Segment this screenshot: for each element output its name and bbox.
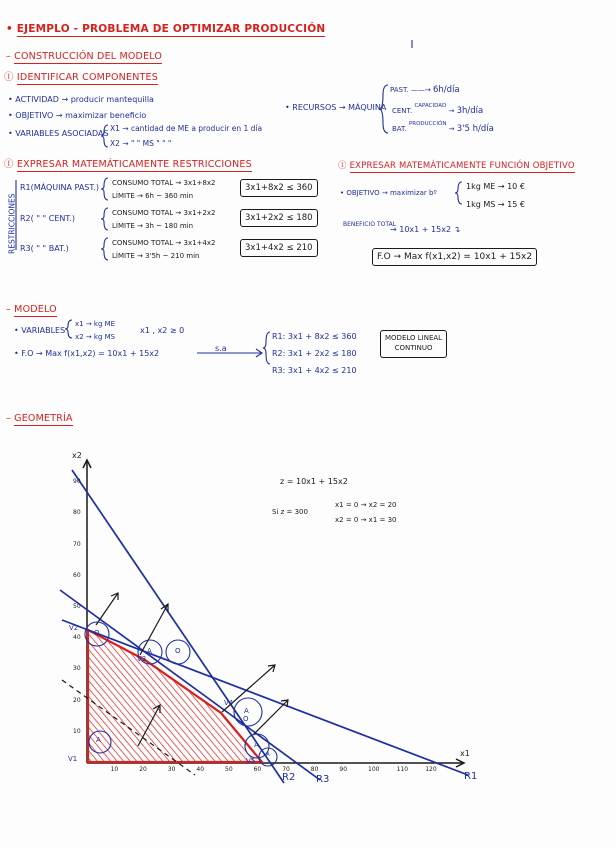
recursos-label: • RECURSOS → MÁQUINA: [285, 103, 387, 112]
subheading-funcion-objetivo: Ⓘ EXPRESAR MATEMÁTICAMENTE FUNCIÓN OBJETIVO: [338, 161, 575, 171]
x-tick-label: 70: [282, 766, 290, 773]
y-tick-label: 10: [73, 727, 81, 735]
x-tick-label: 20: [139, 766, 147, 773]
restriccion-1-limite: LÍMITE → 6h ~ 360 min: [112, 192, 194, 200]
vertex-label-v4: V4: [224, 699, 234, 707]
modelo-nonneg: x1 , x2 ≥ 0: [140, 326, 185, 335]
price-ms: 1kg MS → 15 €: [466, 200, 525, 209]
region-mark: A: [254, 741, 259, 749]
x-tick-label: 10: [110, 766, 119, 773]
modelo-r1: R1: 3x1 + 8x2 ≤ 360: [272, 332, 357, 341]
line-label-r3: R3: [316, 774, 330, 785]
modelo-sa: s.a: [215, 344, 227, 353]
region-mark: A: [266, 752, 270, 758]
z-300-a: x1 = 0 → x2 = 20: [335, 501, 397, 509]
y-tick-label: 40: [73, 634, 81, 642]
fo-objetivo-label: • OBJETIVO → maximizar bº: [340, 189, 437, 197]
y-tick-label: 50: [73, 603, 81, 610]
price-me: 1kg ME → 10 €: [466, 182, 525, 191]
modelo-var-2: x2 → kg MS: [75, 333, 116, 341]
region-mark: A: [96, 736, 101, 744]
x-tick-label: 110: [396, 766, 409, 773]
beneficio-value: → 10x1 + 15x2 ↴: [390, 225, 461, 234]
x-tick-label: 30: [167, 766, 176, 773]
modelo-tipo: MODELO LINEAL CONTINUO: [380, 330, 447, 358]
restriccion-1-label: R1(MÁQUINA PAST.): [20, 183, 99, 192]
restricciones-side-label: RESTRICCIONES: [7, 193, 17, 254]
x-tick-label: 60: [253, 766, 262, 773]
beneficio-label: BENEFICIO TOTAL: [343, 221, 397, 228]
recurso-past: PAST. ——→ 6h/día: [390, 85, 460, 95]
y-tick-label: 20: [73, 696, 81, 704]
modelo-r3: R3: 3x1 + 4x2 ≤ 210: [272, 366, 357, 375]
vertex-label-v5: V5: [246, 757, 256, 765]
recurso-cent: CENT. $^{CAPACIDAD}$ → 3h/día: [392, 103, 484, 116]
z-definition: z = 10x1 + 15x2: [280, 477, 348, 486]
subheading-identificar: Ⓘ IDENTIFICAR COMPONENTES: [4, 72, 158, 83]
z-300-label: Si z = 300: [272, 508, 308, 516]
restriccion-2-limite: LÍMITE → 3h ~ 180 min: [112, 222, 194, 230]
x-tick-label: 120: [425, 766, 437, 773]
actividad-line: • ACTIVIDAD → producir mantequilla: [8, 95, 154, 104]
x-tick-label: 80: [310, 766, 319, 773]
restriccion-3-consumo: CONSUMO TOTAL → 3x1+4x2: [112, 239, 216, 247]
modelo-r2: R2: 3x1 + 2x2 ≤ 180: [272, 349, 357, 358]
restriccion-2-result: 3x1+2x2 ≤ 180: [240, 209, 318, 227]
modelo-variables-label: • VARIABLES: [14, 326, 66, 335]
page-title: • EJEMPLO - PROBLEMA DE OPTIMIZAR PRODUCCIÓN: [6, 23, 326, 35]
region-mark: A: [244, 707, 249, 715]
variable-2: X2 → " " MS " " ": [110, 139, 172, 148]
vertex-label-v3: V3: [137, 655, 147, 663]
y-tick-label: 70: [73, 540, 81, 548]
restriccion-3-label: R3( " " BAT.): [20, 244, 69, 253]
region-mark: O: [94, 629, 100, 637]
section-heading-modelo: – MODELO: [6, 304, 57, 315]
x-tick-label: 100: [368, 766, 380, 773]
variable-1: X1 → cantidad de ME a producir en 1 día: [110, 124, 263, 133]
vertex-label-v1: V1: [68, 755, 78, 763]
y-tick-label: 90: [73, 478, 81, 486]
variables-label: • VARIABLES ASOCIADAS: [8, 129, 109, 138]
restriccion-1-consumo: CONSUMO TOTAL → 3x1+8x2: [112, 179, 216, 187]
z-300-b: x2 = 0 → x1 = 30: [335, 516, 397, 524]
region-mark: A: [147, 647, 152, 655]
vertex-label-v2: V2: [69, 624, 79, 632]
modelo-var-1: x1 → kg ME: [75, 320, 116, 328]
objetivo-line: • OBJETIVO → maximizar beneficio: [8, 111, 147, 120]
region-mark: O: [243, 715, 249, 723]
modelo-fo: • F.O → Max f(x1,x2) = 10x1 + 15x2: [14, 349, 160, 358]
x-tick-label: 50: [225, 766, 233, 773]
section-heading-construccion: – CONSTRUCCIÓN DEL MODELO: [6, 51, 163, 62]
line-label-r2: R2: [282, 772, 296, 783]
restriccion-2-consumo: CONSUMO TOTAL → 3x1+2x2: [112, 209, 216, 217]
x-tick-label: 40: [196, 766, 205, 773]
y-tick-label: 80: [73, 509, 81, 517]
x-axis-label: x1: [460, 749, 470, 758]
restriccion-2-label: R2( " " CENT.): [20, 214, 75, 223]
y-tick-label: 30: [73, 665, 81, 673]
restriccion-3-limite: LÍMITE → 3'5h ~ 210 min: [112, 252, 200, 260]
restriccion-1-result: 3x1+8x2 ≤ 360: [240, 179, 318, 197]
line-label-r1: R1: [464, 771, 478, 782]
x-tick-label: 90: [339, 766, 348, 773]
section-heading-geometria: – GEOMETRÍA: [6, 413, 73, 424]
restriccion-3-result: 3x1+4x2 ≤ 210: [240, 239, 318, 257]
fo-result: F.O → Max f(x1,x2) = 10x1 + 15x2: [372, 248, 537, 266]
subheading-restricciones: Ⓘ EXPRESAR MATEMÁTICAMENTE RESTRICCIONES: [4, 159, 252, 170]
region-mark: O: [175, 647, 181, 655]
y-axis-label: x2: [72, 451, 82, 460]
y-tick-label: 60: [73, 571, 81, 579]
recurso-bat: BAT. $^{PRODUCCIÓN}$ → 3'5 h/día: [392, 121, 494, 134]
